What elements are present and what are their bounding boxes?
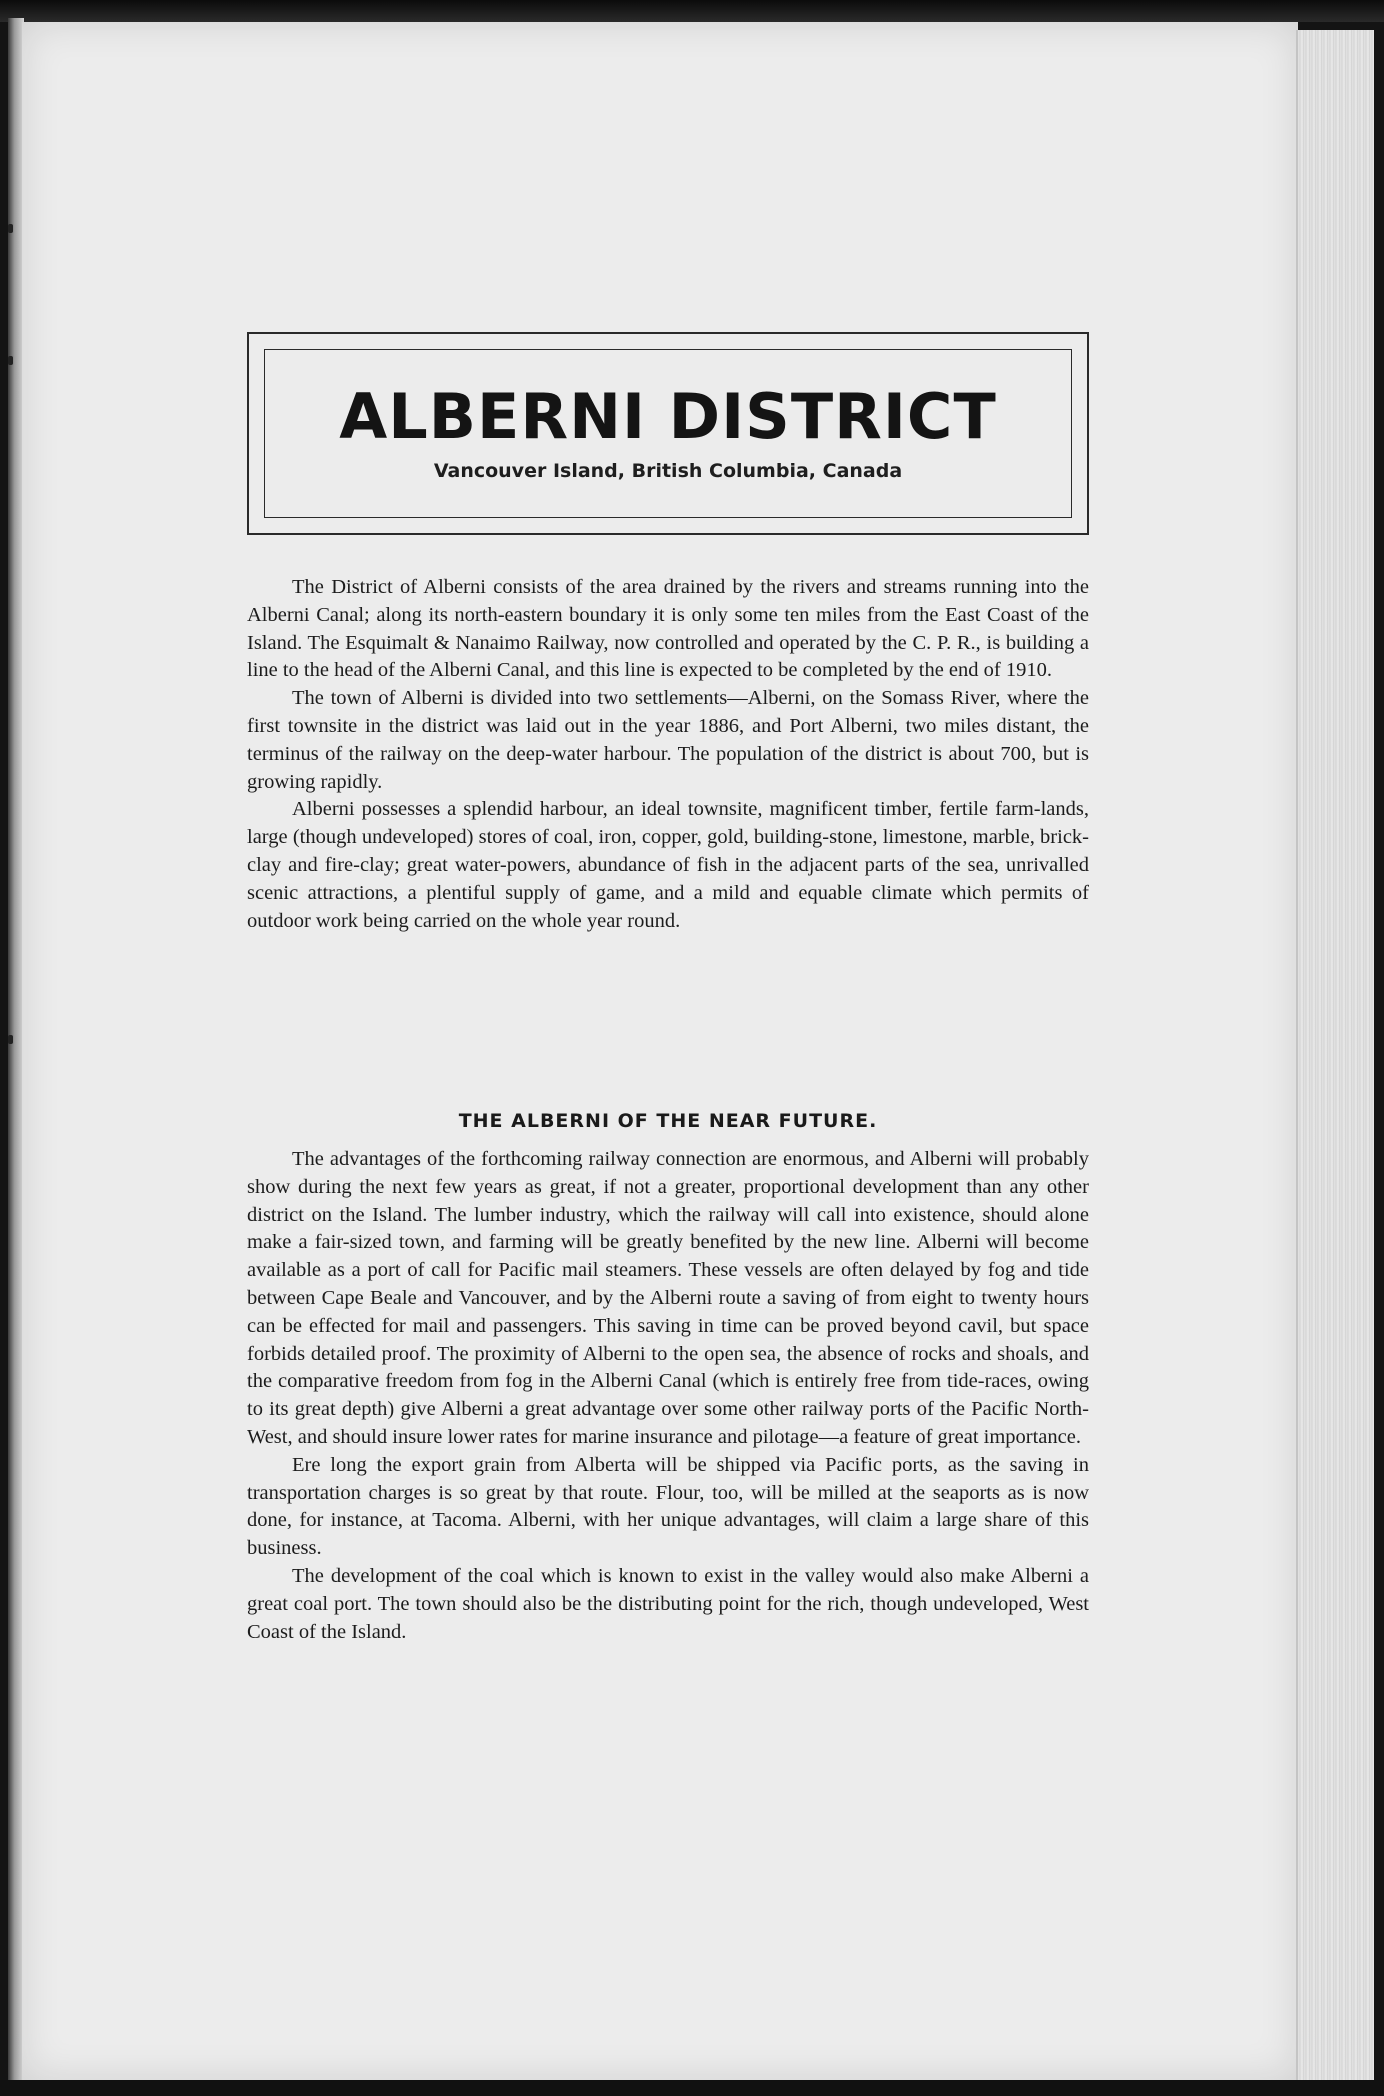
section-heading: THE ALBERNI OF THE NEAR FUTURE. bbox=[458, 1110, 878, 1132]
paragraph: The town of Alberni is divided into two settlements—Alberni, on the Somass River, where the first townsite in the district was laid out in the year 1886, and Port Alberni, two miles distant, the terminus of the railway on the deep-water harbour. The population of the district is about 700, but is growing rapidly. bbox=[247, 687, 1089, 793]
paragraph: The advantages of the forthcoming railway connection are enormous, and Alberni will probably show during the next few years as great, if not a greater, proportional development than any other district on the Island. The lumber industry, which the railway will call into existence, should alone make a fair-sized town, and farming will be greatly benefited by the new line. Alberni will become available as a port of call for Pacific mail steamers. These vessels are often delayed by fog and tide between Cape Beale and Vancouver, and by the Alberni route a saving of from eight to twenty hours can be effected for mail and passengers. This saving in time can be proved beyond cavil, but space forbids detailed proof. The proximity of Alberni to the open sea, the absence of rocks and shoals, and the comparative freedom from fog in the Alberni Canal (which is entirely free from tide-races, owing to its great depth) give Alberni a great advantage over some other railway ports of the Pacific North-West, and should insure lower rates for marine insurance and pilotage—a feature of great importance. bbox=[247, 1148, 1089, 1448]
binding-mark bbox=[8, 224, 13, 233]
paragraph: The District of Alberni consists of the area drained by the rivers and streams running into the Alberni Canal; along its north-eastern boundary it is only some ten miles from the East Coast of the Island. The Esquimalt & Nanaimo Railway, now controlled and operated by the C. P. R., is building a line to the head of the Alberni Canal, and this line is expected to be completed by the end of 1910. bbox=[247, 576, 1089, 682]
book-page bbox=[22, 22, 1298, 2080]
binding-mark bbox=[8, 1035, 13, 1044]
paragraph: Ere long the export grain from Alberta will be shipped via Pacific ports, as the saving in transportation charges is so great by that route. Flour, too, will be milled at the seaports as is now done, for instance, at Tacoma. Alberni, with her unique advantages, will claim a large share of this business. bbox=[247, 1453, 1089, 1560]
paragraph: Alberni possesses a splendid harbour, an ideal townsite, magnificent timber, fertile farm-lands, large (though undeveloped) stores of coal, iron, copper, gold, building-stone, limestone, marble, brick-clay and fire-clay; great water-powers, abundance of fish in the adjacent parts of the sea, unrivalled scenic attractions, a plentiful supply of game, and a mild and equable climate which permits of outdoor work being carried on the whole year round. bbox=[247, 798, 1089, 932]
intro-text bbox=[247, 574, 1089, 935]
paragraph: The development of the coal which is known to exist in the valley would also make Alberni a great coal port. The town should also be the distributing point for the rich, though undeveloped, West Coast of the Island. bbox=[247, 1564, 1089, 1643]
page-title: ALBERNI DISTRICT bbox=[339, 380, 997, 453]
title-frame bbox=[247, 332, 1089, 535]
future-text bbox=[247, 1146, 1089, 1646]
scan-bottom-border bbox=[0, 2080, 1384, 2096]
page-stack-edges bbox=[1296, 30, 1374, 2080]
page-subtitle: Vancouver Island, British Columbia, Canada bbox=[433, 460, 903, 482]
title-frame-inner bbox=[264, 349, 1072, 518]
binding-mark bbox=[8, 356, 13, 365]
scan-top-border bbox=[0, 0, 1384, 22]
